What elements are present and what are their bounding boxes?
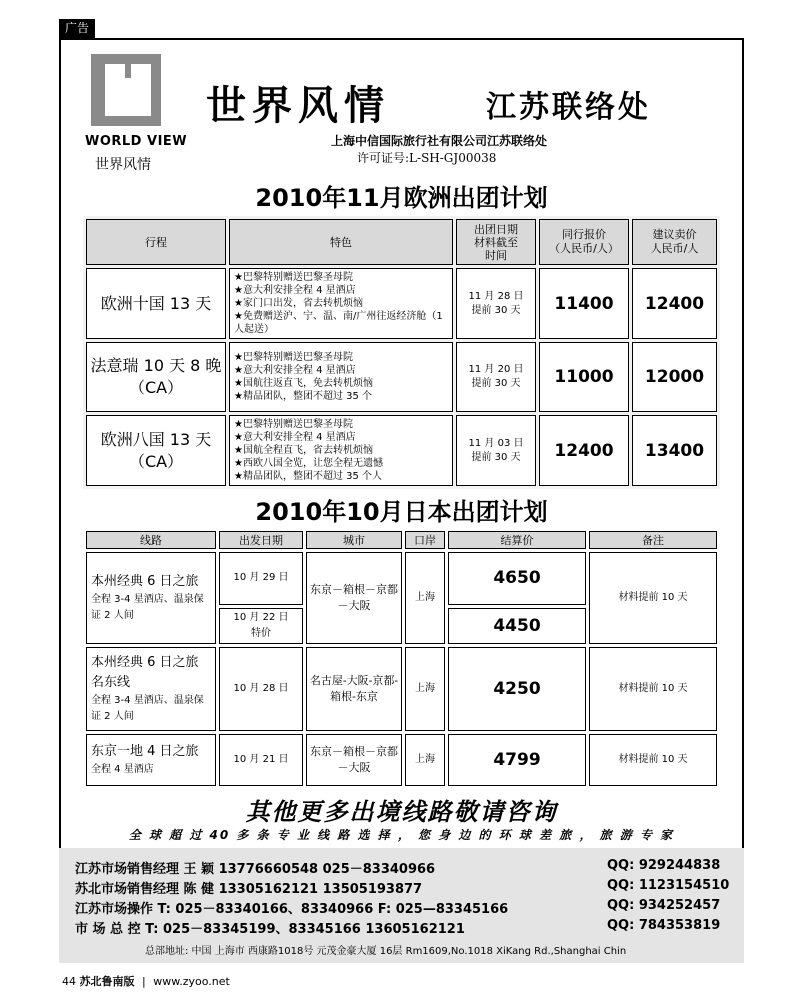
contact-line: 市 场 总 控 T: 025－83345199、83345166 13605162121: [75, 922, 465, 937]
settle-price: 4450: [448, 608, 586, 644]
route-cell: [86, 552, 216, 644]
settle-price: 4250: [448, 647, 586, 731]
route-detail: 全程 3-4 星酒店、温泉保证 2 人间: [91, 695, 204, 722]
departure-date: 11 月 03 日 提前 30 天: [456, 415, 536, 486]
retail-price: 12000: [632, 342, 717, 412]
peer-price: 11000: [539, 342, 629, 412]
col-features: 特色: [229, 219, 453, 265]
col-settle-price: 结算价: [448, 531, 586, 549]
col-date: 出团日期 材料截至 时间: [456, 219, 536, 265]
col-peer-price: 同行报价 （人民币/人）: [539, 219, 629, 265]
retail-price: 13400: [632, 415, 717, 486]
departure-date: 11 月 28 日 提前 30 天: [456, 268, 536, 339]
route-features: ★巴黎特别赠送巴黎圣母院 ★意大利安排全程 4 星酒店 ★国航往返直飞，免去转机烦恼 ★精品团队，整团不超过 35 个: [229, 342, 453, 412]
col-port: 口岸: [405, 531, 445, 549]
col-remark: 备注: [589, 531, 717, 549]
edition-name: 苏北鲁南版: [79, 975, 135, 988]
qq-number: QQ: 929244838: [607, 858, 721, 873]
col-city: 城市: [306, 531, 402, 549]
col-route: 行程: [86, 219, 226, 265]
logo-chinese: 世界风情: [95, 157, 151, 173]
license-number: 许可证号:L-SH-GJ00038: [357, 151, 497, 165]
company-name: 上海中信国际旅行社有限公司江苏联络处: [331, 134, 548, 148]
qq-number: QQ: 934252457: [607, 898, 721, 913]
site-url[interactable]: www.zyoo.net: [153, 975, 230, 988]
city-list: 东京－箱根－京都－大阪: [306, 552, 402, 644]
route-cell: [86, 647, 216, 731]
route-detail: 全程 3-4 星酒店、温泉保证 2 人间: [91, 594, 204, 621]
col-departure: 出发日期: [219, 531, 303, 549]
port: 上海: [405, 734, 445, 786]
page-number: 44: [62, 975, 76, 988]
settle-price: 4650: [448, 552, 586, 605]
logo-mark-icon: [91, 54, 161, 126]
qq-number: QQ: 1123154510: [607, 878, 730, 893]
route-features: ★巴黎特别赠送巴黎圣母院 ★意大利安排全程 4 星酒店 ★国航全程直飞，省去转机烦恼 ★西欧八国全览，让您全程无遗憾 ★精品团队，整团不超过 35 个人: [229, 415, 453, 486]
port: 上海: [405, 552, 445, 644]
more-routes-banner: 其他更多出境线路敬请咨询: [245, 798, 558, 826]
table-row: [86, 342, 717, 412]
col-retail-price: 建议卖价 人民币/人: [632, 219, 717, 265]
table-row: [86, 415, 717, 486]
route-cell: [86, 734, 216, 786]
departure-date: 10 月 21 日: [219, 734, 303, 786]
table-row: [86, 647, 717, 731]
route-name: 欧洲八国 13 天 （CA）: [86, 415, 226, 486]
europe-table: [83, 216, 720, 489]
departure-date: 11 月 20 日 提前 30 天: [456, 342, 536, 412]
settle-price: 4799: [448, 734, 586, 786]
city-list: 名古屋-大阪-京都-箱根-东京: [306, 647, 402, 731]
contact-line: 苏北市场销售经理 陈 健 13305162121 13505193877: [75, 882, 423, 897]
brand-title: 世界风情: [206, 82, 390, 129]
logo-english: WORLD VIEW: [85, 134, 188, 149]
contact-panel: [59, 848, 744, 963]
ad-frame: [59, 38, 744, 963]
table-row: [86, 734, 717, 786]
table-row: [86, 268, 717, 339]
route-features: ★巴黎特别赠送巴黎圣母院 ★意大利安排全程 4 星酒店 ★家门口出发，省去转机烦恼 ★免费赠送沪、宁、温、南/广州往返经济舱（1人起送）: [229, 268, 453, 339]
departure-date: 10 月 29 日: [219, 552, 303, 605]
peer-price: 12400: [539, 415, 629, 486]
port: 上海: [405, 647, 445, 731]
remark: 材料提前 10 天: [589, 552, 717, 644]
page-footer: 44 苏北鲁南版 | www.zyoo.net: [62, 975, 230, 988]
qq-number: QQ: 784353819: [607, 918, 721, 933]
ad-tag: 广告: [59, 19, 95, 38]
departure-date: 10 月 22 日 特价: [219, 608, 303, 644]
tagline: 全 球 超 过 40 多 条 专 业 线 路 选 择 ， 您 身 边 的 环 球 差 旅 ， 旅 游 专 家: [128, 828, 675, 842]
remark: 材料提前 10 天: [589, 734, 717, 786]
route-detail: 全程 4 星酒店: [91, 764, 154, 775]
col-line: 线路: [86, 531, 216, 549]
departure-date: 10 月 28 日: [219, 647, 303, 731]
europe-heading: 2010年11月欧洲出团计划: [255, 184, 548, 212]
world-view-logo: [85, 54, 187, 180]
table-row: [86, 552, 717, 605]
contact-line: 江苏市场销售经理 王 颖 13776660548 025－83340966: [75, 862, 436, 877]
peer-price: 11400: [539, 268, 629, 339]
hq-address: 总部地址: 中国 上海市 西康路1018号 元茂金豪大厦 16层 Rm1609,No.1018 XiKang Rd.,Shanghai Chin: [145, 946, 627, 957]
route-name: 东京一地 4 日之旅: [91, 744, 199, 759]
city-list: 东京－箱根－京都－大阪: [306, 734, 402, 786]
route-name: 法意瑞 10 天 8 晚 （CA）: [86, 342, 226, 412]
retail-price: 12400: [632, 268, 717, 339]
japan-table: [83, 528, 720, 789]
contact-line: 江苏市场操作 T: 025－83340166、83340966 F: 025—83345166: [75, 902, 509, 917]
remark: 材料提前 10 天: [589, 647, 717, 731]
route-name: 本州经典 6 日之旅 名东线: [91, 655, 199, 690]
route-name: 本州经典 6 日之旅: [91, 574, 199, 589]
office-title: 江苏联络处: [486, 90, 651, 125]
japan-heading: 2010年10月日本出团计划: [255, 498, 548, 526]
route-name: 欧洲十国 13 天: [86, 268, 226, 339]
